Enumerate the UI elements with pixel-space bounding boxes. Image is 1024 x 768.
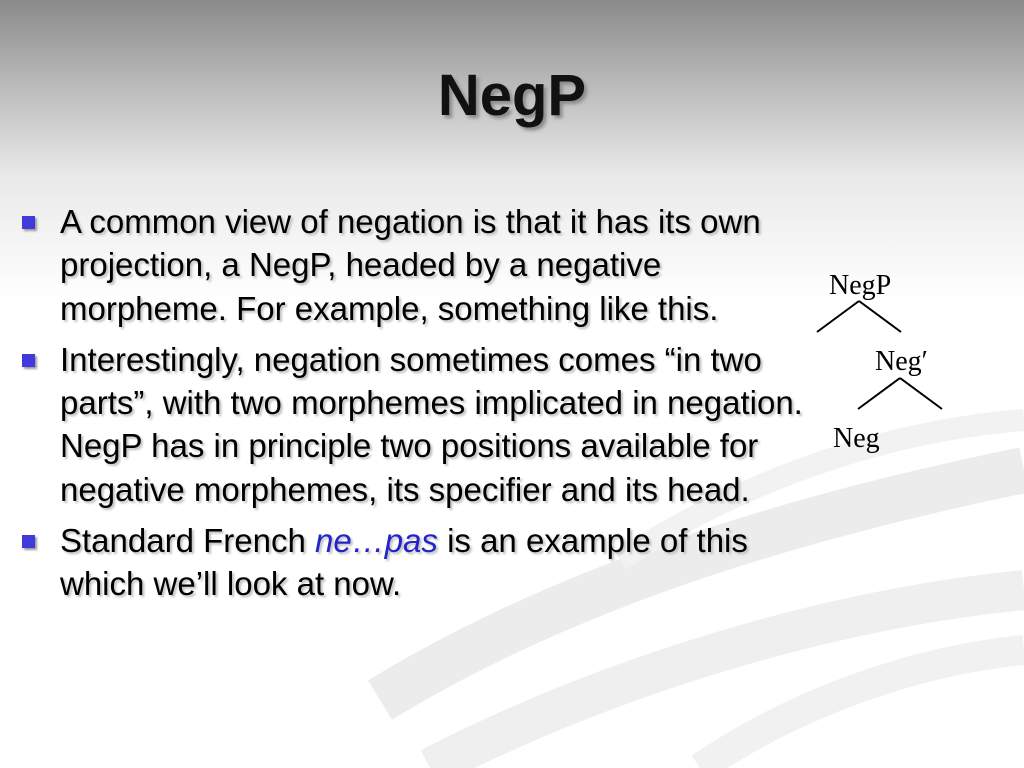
bullet-text-before: Standard French bbox=[60, 522, 315, 560]
bullet-item bbox=[22, 200, 812, 330]
tree-branch-right bbox=[859, 301, 901, 332]
bullet-emphasis: ne…pas bbox=[314, 522, 438, 560]
bullet-item bbox=[22, 338, 812, 511]
bullet-list bbox=[22, 200, 812, 614]
slide-title: NegP bbox=[437, 63, 587, 128]
tree-branch-left bbox=[817, 301, 859, 332]
tree-branch-right bbox=[900, 378, 942, 409]
bullet-text-after: is an example of this which we’ll look at now. bbox=[60, 522, 748, 603]
syntax-tree-diagram bbox=[800, 255, 970, 475]
tree-node-neg-bar: Neg′ bbox=[875, 346, 928, 377]
tree-node-neg: Neg bbox=[833, 423, 880, 454]
bullet-square-icon bbox=[22, 216, 35, 229]
bullet-item bbox=[22, 519, 812, 606]
bullet-square-icon bbox=[22, 354, 35, 367]
tree-branch-left bbox=[858, 378, 900, 409]
bullet-text: Interestingly, negation sometimes comes “in two parts”, with two morphemes implicated in negation. NegP has in principle two positions available for negative morphemes, its specifier and its head. bbox=[60, 340, 803, 508]
bullet-text: A common view of negation is that it has its own projection, a NegP, headed by a negative morpheme. For example, something like this. bbox=[60, 203, 761, 327]
tree-node-negp: NegP bbox=[829, 270, 892, 301]
bullet-square-icon bbox=[22, 535, 35, 548]
